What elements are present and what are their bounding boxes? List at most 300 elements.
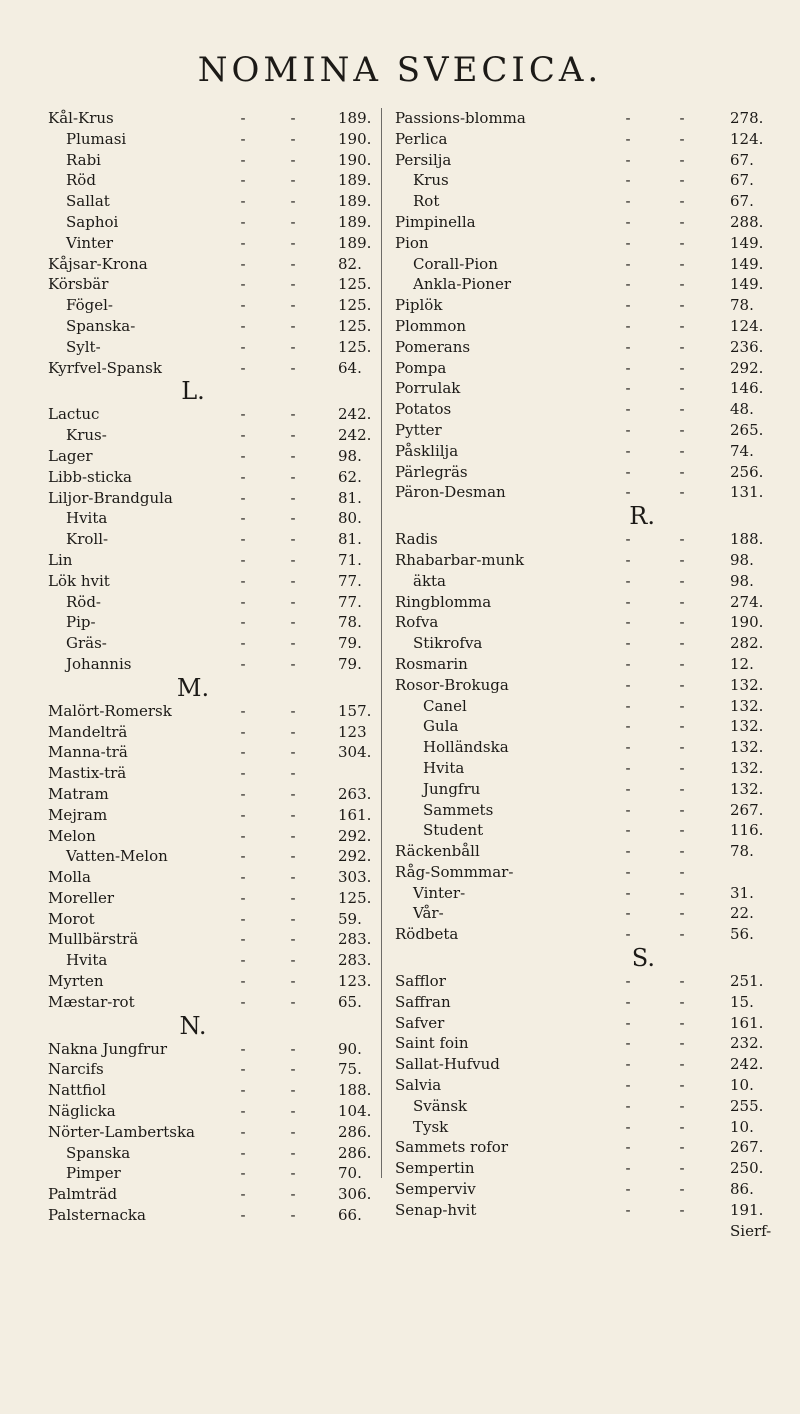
index-entry xyxy=(48,1101,378,1122)
index-entry xyxy=(48,467,378,488)
leader-dash: - xyxy=(679,675,685,694)
leader-dash: - xyxy=(625,738,631,757)
entry-page-number: 78. xyxy=(730,842,754,861)
entry-page-number: 286. xyxy=(338,1143,372,1162)
entry-page-number: 132. xyxy=(730,675,764,694)
leader-dash: - xyxy=(290,654,296,673)
leader-dash: - xyxy=(240,930,246,949)
leader-dash: - xyxy=(290,275,296,294)
entry-name: Nakna Jungfrur xyxy=(48,1039,168,1058)
leader-dash: - xyxy=(679,316,685,335)
entry-page-number: 250. xyxy=(730,1159,764,1178)
index-entry xyxy=(48,488,378,509)
leader-dash: - xyxy=(679,696,685,715)
entry-page-number: 70. xyxy=(338,1164,362,1183)
entry-page-number: 283. xyxy=(338,951,372,970)
leader-dash: - xyxy=(679,1055,685,1074)
index-entry xyxy=(48,929,378,950)
leader-dash: - xyxy=(240,888,246,907)
entry-page-number: 86. xyxy=(730,1180,754,1199)
entry-page-number: 64. xyxy=(338,358,362,377)
leader-dash: - xyxy=(290,805,296,824)
entry-name: Körsbär xyxy=(48,275,109,294)
entry-name: Corall-Pion xyxy=(413,254,498,273)
leader-dash: - xyxy=(625,316,631,335)
leader-dash: - xyxy=(240,488,246,507)
leader-dash: - xyxy=(240,275,246,294)
leader-dash: - xyxy=(290,150,296,169)
leader-dash: - xyxy=(625,483,631,502)
leader-dash: - xyxy=(679,613,685,632)
index-entry xyxy=(48,1184,378,1205)
entry-page-number: 191. xyxy=(730,1200,764,1219)
entry-page-number: 90. xyxy=(338,1039,362,1058)
entry-page-number: 124. xyxy=(730,316,764,335)
index-entry xyxy=(395,1158,764,1179)
leader-dash: - xyxy=(679,717,685,736)
leader-dash: - xyxy=(625,550,631,569)
leader-dash: - xyxy=(679,462,685,481)
leader-dash: - xyxy=(290,129,296,148)
leader-dash: - xyxy=(679,275,685,294)
leader-dash: - xyxy=(240,150,246,169)
entry-page-number: 190. xyxy=(730,613,764,632)
leader-dash: - xyxy=(290,992,296,1011)
entry-name: Räckenbåll xyxy=(395,842,480,861)
entry-name: Vatten-Melon xyxy=(66,847,168,866)
entry-name: Pytter xyxy=(395,420,442,439)
index-entry xyxy=(48,826,378,847)
entry-name: Pomerans xyxy=(395,337,471,356)
leader-dash: - xyxy=(290,826,296,845)
entry-name: Sylt- xyxy=(66,337,101,356)
leader-dash: - xyxy=(290,530,296,549)
entry-name: Persilja xyxy=(395,150,452,169)
leader-dash: - xyxy=(240,1039,246,1058)
leader-dash: - xyxy=(240,1081,246,1100)
leader-dash: - xyxy=(290,784,296,803)
index-entry xyxy=(48,550,378,571)
leader-dash: - xyxy=(290,467,296,486)
entry-page-number: 189. xyxy=(338,192,372,211)
index-entry xyxy=(48,742,378,763)
leader-dash: - xyxy=(625,571,631,590)
entry-name: Kål-Krus xyxy=(48,109,114,127)
entry-name: Moreller xyxy=(48,888,115,907)
leader-dash: - xyxy=(290,212,296,231)
entry-name: Pip- xyxy=(66,613,96,632)
leader-dash: - xyxy=(240,550,246,569)
entry-name: Mæstar-rot xyxy=(48,992,135,1011)
entry-name: Liljor-Brandgula xyxy=(48,488,173,507)
leader-dash: - xyxy=(240,316,246,335)
leader-dash: - xyxy=(290,109,296,127)
entry-page-number: 149. xyxy=(730,254,764,273)
entry-name: Röd xyxy=(66,171,96,190)
leader-dash: - xyxy=(679,779,685,798)
entry-page-number: 10. xyxy=(730,1117,754,1136)
entry-page-number: 267. xyxy=(730,800,764,819)
leader-dash: - xyxy=(625,1096,631,1115)
leader-dash: - xyxy=(625,129,631,148)
leader-dash: - xyxy=(240,509,246,528)
entry-name: Rot xyxy=(413,192,440,211)
entry-name: Svänsk xyxy=(413,1096,468,1115)
entry-page-number: 292. xyxy=(338,847,372,866)
index-entry xyxy=(395,696,764,717)
index-entry xyxy=(48,316,378,337)
entry-name: Palsternacka xyxy=(48,1206,146,1225)
index-entry xyxy=(48,404,378,425)
section-letter: R. xyxy=(629,502,655,531)
leader-dash: - xyxy=(240,405,246,424)
leader-dash: - xyxy=(290,296,296,315)
entry-page-number: 31. xyxy=(730,883,754,902)
leader-dash: - xyxy=(679,758,685,777)
entry-name: Lin xyxy=(48,550,73,569)
entry-name: Senap-hvit xyxy=(395,1200,477,1219)
entry-page-number: 189. xyxy=(338,171,372,190)
entry-name: Kroll- xyxy=(66,530,109,549)
leader-dash: - xyxy=(290,1206,296,1225)
leader-dash: - xyxy=(679,972,685,991)
index-entry xyxy=(395,1013,764,1034)
leader-dash: - xyxy=(679,379,685,398)
section-letter: N. xyxy=(179,1011,207,1040)
leader-dash: - xyxy=(679,1117,685,1136)
index-entry xyxy=(395,337,764,358)
leader-dash: - xyxy=(240,654,246,673)
entry-page-number: 274. xyxy=(730,592,764,611)
index-entry xyxy=(395,571,755,592)
entry-name: Narcifs xyxy=(48,1060,104,1079)
index-entry xyxy=(395,716,764,737)
entry-page-number: 65. xyxy=(338,992,362,1011)
entry-name: Rödbeta xyxy=(395,925,459,944)
leader-dash: - xyxy=(290,316,296,335)
entry-name: Krus- xyxy=(66,426,107,445)
index-entry xyxy=(48,337,378,358)
entry-page-number: 161. xyxy=(338,805,372,824)
index-entry xyxy=(395,462,764,483)
leader-dash: - xyxy=(240,992,246,1011)
entry-name: Näglicka xyxy=(48,1102,116,1121)
index-entry xyxy=(48,971,378,992)
leader-dash: - xyxy=(240,868,246,887)
entry-name: Nörter-Lambertska xyxy=(48,1122,196,1141)
leader-dash: - xyxy=(625,275,631,294)
entry-name: Saffran xyxy=(395,992,451,1011)
entry-name: Malört-Romersk xyxy=(48,701,172,720)
leader-dash: - xyxy=(625,862,631,881)
leader-dash: - xyxy=(679,337,685,356)
entry-name: Pimpinella xyxy=(395,212,476,231)
entry-page-number: 146. xyxy=(730,379,764,398)
index-entry xyxy=(48,888,378,909)
entry-name: äkta xyxy=(413,571,447,590)
leader-dash: - xyxy=(240,233,246,252)
leader-dash: - xyxy=(290,592,296,611)
entry-name: Kåjsar-Krona xyxy=(48,254,148,273)
entry-page-number: 278. xyxy=(730,109,764,127)
index-entry xyxy=(48,1039,378,1060)
leader-dash: - xyxy=(290,1185,296,1204)
entry-name: Morot xyxy=(48,909,95,928)
entry-page-number: 132. xyxy=(730,758,764,777)
index-entry xyxy=(395,841,755,862)
leader-dash: - xyxy=(625,462,631,481)
leader-dash: - xyxy=(240,805,246,824)
index-entry xyxy=(395,675,764,696)
leader-dash: - xyxy=(679,1096,685,1115)
entry-page-number: 12. xyxy=(730,654,754,673)
entry-name: Ankla-Pioner xyxy=(413,275,512,294)
entry-name: Gräs- xyxy=(66,634,107,653)
entry-name: Pion xyxy=(395,233,429,252)
leader-dash: - xyxy=(240,1060,246,1079)
index-entry xyxy=(395,592,764,613)
leader-dash: - xyxy=(679,821,685,840)
entry-name: Saint foin xyxy=(395,1034,469,1053)
leader-dash: - xyxy=(625,675,631,694)
entry-page-number: 149. xyxy=(730,233,764,252)
entry-name: Mandelträ xyxy=(48,722,128,741)
leader-dash: - xyxy=(240,784,246,803)
leader-dash: - xyxy=(625,233,631,252)
leader-dash: - xyxy=(240,530,246,549)
leader-dash: - xyxy=(240,826,246,845)
entry-name: Sempervi̇v xyxy=(395,1180,476,1199)
leader-dash: - xyxy=(625,800,631,819)
leader-dash: - xyxy=(290,358,296,377)
index-entry xyxy=(395,212,764,233)
index-entry xyxy=(48,358,378,379)
leader-dash: - xyxy=(290,1102,296,1121)
index-entry xyxy=(395,992,755,1013)
entry-page-number: 282. xyxy=(730,634,764,653)
leader-dash: - xyxy=(290,868,296,887)
entry-name: Tysk xyxy=(413,1117,449,1136)
entry-page-number: 74. xyxy=(730,441,754,460)
leader-dash: - xyxy=(290,1122,296,1141)
leader-dash: - xyxy=(290,337,296,356)
entry-name: Päron-Desman xyxy=(395,483,506,502)
leader-dash: - xyxy=(290,764,296,783)
index-entry xyxy=(48,950,378,971)
leader-dash: - xyxy=(625,109,631,127)
leader-dash: - xyxy=(625,758,631,777)
leader-dash: - xyxy=(625,992,631,1011)
entry-page-number: 263. xyxy=(338,784,372,803)
index-entry xyxy=(395,1179,755,1200)
leader-dash: - xyxy=(679,550,685,569)
entry-page-number: 67. xyxy=(730,171,754,190)
entry-page-number: 236. xyxy=(730,337,764,356)
index-entry xyxy=(395,800,764,821)
index-entry xyxy=(395,1200,764,1221)
entry-page-number: 242. xyxy=(338,426,372,445)
leader-dash: - xyxy=(625,1200,631,1219)
leader-dash: - xyxy=(240,613,246,632)
leader-dash: - xyxy=(679,212,685,231)
entry-page-number: 292. xyxy=(338,826,372,845)
leader-dash: - xyxy=(240,951,246,970)
entry-page-number: 157. xyxy=(338,701,372,720)
index-entry xyxy=(48,150,378,171)
entry-page-number: 267. xyxy=(730,1138,764,1157)
leader-dash: - xyxy=(240,634,246,653)
entry-name: Plommon xyxy=(395,316,467,335)
leader-dash: - xyxy=(625,1138,631,1157)
entry-page-number: 286. xyxy=(338,1122,372,1141)
leader-dash: - xyxy=(240,358,246,377)
entry-name: Vinter- xyxy=(413,883,466,902)
entry-page-number: 116. xyxy=(730,821,764,840)
index-entry xyxy=(395,129,764,150)
leader-dash: - xyxy=(290,1164,296,1183)
entry-name: Fögel- xyxy=(66,296,113,315)
leader-dash: - xyxy=(679,883,685,902)
entry-page-number: 80. xyxy=(338,509,362,528)
entry-name: Hvita xyxy=(66,509,108,528)
left-column xyxy=(48,108,378,1226)
leader-dash: - xyxy=(290,405,296,424)
index-entry xyxy=(48,1059,378,1080)
leader-dash: - xyxy=(625,925,631,944)
leader-dash: - xyxy=(290,254,296,273)
entry-name: Mastix-trä xyxy=(48,764,127,783)
entry-name: Passions-blomma xyxy=(395,109,526,127)
entry-page-number: 188. xyxy=(338,1081,372,1100)
leader-dash: - xyxy=(625,150,631,169)
entry-page-number: 132. xyxy=(730,738,764,757)
entry-name: Student xyxy=(423,821,484,840)
entry-name: Vinter xyxy=(66,233,114,252)
entry-page-number: 303. xyxy=(338,868,372,887)
index-entry xyxy=(48,529,378,550)
entry-name: Lactuc xyxy=(48,405,100,424)
index-entry xyxy=(395,654,755,675)
entry-page-number: 66. xyxy=(338,1206,362,1225)
entry-page-number: 161. xyxy=(730,1013,764,1032)
index-entry xyxy=(395,862,755,883)
entry-name: Hvita xyxy=(423,758,465,777)
index-entry xyxy=(395,378,764,399)
index-entry xyxy=(48,701,378,722)
entry-page-number: 131. xyxy=(730,483,764,502)
entry-name: Hvita xyxy=(66,951,108,970)
leader-dash: - xyxy=(290,743,296,762)
entry-name: Rabi xyxy=(66,150,101,169)
index-entry xyxy=(395,399,755,420)
leader-dash: - xyxy=(625,379,631,398)
entry-page-number: 125. xyxy=(338,316,372,335)
leader-dash: - xyxy=(290,909,296,928)
index-entry xyxy=(395,612,764,633)
leader-dash: - xyxy=(679,1138,685,1157)
leader-dash: - xyxy=(290,171,296,190)
index-entry xyxy=(48,446,378,467)
entry-name: Gula xyxy=(423,717,459,736)
leader-dash: - xyxy=(240,1164,246,1183)
entry-name: Ringblomma xyxy=(395,592,492,611)
entry-page-number: 104. xyxy=(338,1102,372,1121)
entry-page-number: 77. xyxy=(338,592,362,611)
index-entry xyxy=(48,805,378,826)
index-entry xyxy=(48,909,378,930)
entry-page-number: 125. xyxy=(338,275,372,294)
leader-dash: - xyxy=(679,738,685,757)
leader-dash: - xyxy=(240,296,246,315)
entry-name: Jungfru xyxy=(423,779,481,798)
leader-dash: - xyxy=(290,972,296,991)
leader-dash: - xyxy=(625,613,631,632)
entry-page-number: 242. xyxy=(338,405,372,424)
entry-page-number: 190. xyxy=(338,150,372,169)
entry-page-number: 98. xyxy=(338,446,362,465)
entry-page-number: 98. xyxy=(730,571,754,590)
index-entry xyxy=(48,191,378,212)
entry-page-number: 188. xyxy=(730,530,764,549)
index-entry xyxy=(395,971,764,992)
leader-dash: - xyxy=(625,1055,631,1074)
leader-dash: - xyxy=(290,426,296,445)
leader-dash: - xyxy=(625,779,631,798)
entry-page-number: 189. xyxy=(338,212,372,231)
leader-dash: - xyxy=(290,613,296,632)
entry-page-number: 189. xyxy=(338,233,372,252)
index-entry xyxy=(48,633,378,654)
index-entry xyxy=(48,784,378,805)
leader-dash: - xyxy=(290,701,296,720)
entry-name: Matram xyxy=(48,784,109,803)
index-entry xyxy=(395,1117,755,1138)
leader-dash: - xyxy=(625,192,631,211)
entry-page-number: 189. xyxy=(338,109,372,127)
leader-dash: - xyxy=(625,1034,631,1053)
leader-dash: - xyxy=(625,212,631,231)
leader-dash: - xyxy=(240,972,246,991)
leader-dash: - xyxy=(290,550,296,569)
leader-dash: - xyxy=(625,420,631,439)
entry-page-number: 123 xyxy=(338,722,367,741)
index-entry xyxy=(48,254,378,275)
entry-name: Stikrofva xyxy=(413,634,483,653)
index-entry xyxy=(395,482,764,503)
entry-name: Röd- xyxy=(66,592,101,611)
index-entry xyxy=(48,129,378,150)
leader-dash: - xyxy=(679,634,685,653)
leader-dash: - xyxy=(240,592,246,611)
leader-dash: - xyxy=(679,109,685,127)
entry-name: Sammets xyxy=(423,800,494,819)
entry-page-number: 71. xyxy=(338,550,362,569)
entry-name: Pompa xyxy=(395,358,447,377)
entry-page-number: 56. xyxy=(730,925,754,944)
index-entry xyxy=(48,295,378,316)
leader-dash: - xyxy=(290,1143,296,1162)
leader-dash: - xyxy=(679,483,685,502)
leader-dash: - xyxy=(240,1102,246,1121)
leader-dash: - xyxy=(240,171,246,190)
index-entry xyxy=(395,316,764,337)
index-entry xyxy=(395,529,764,550)
leader-dash: - xyxy=(290,722,296,741)
index-entry xyxy=(48,1205,378,1226)
leader-dash: - xyxy=(625,337,631,356)
entry-page-number: 15. xyxy=(730,992,754,1011)
entry-page-number: 306. xyxy=(338,1185,372,1204)
